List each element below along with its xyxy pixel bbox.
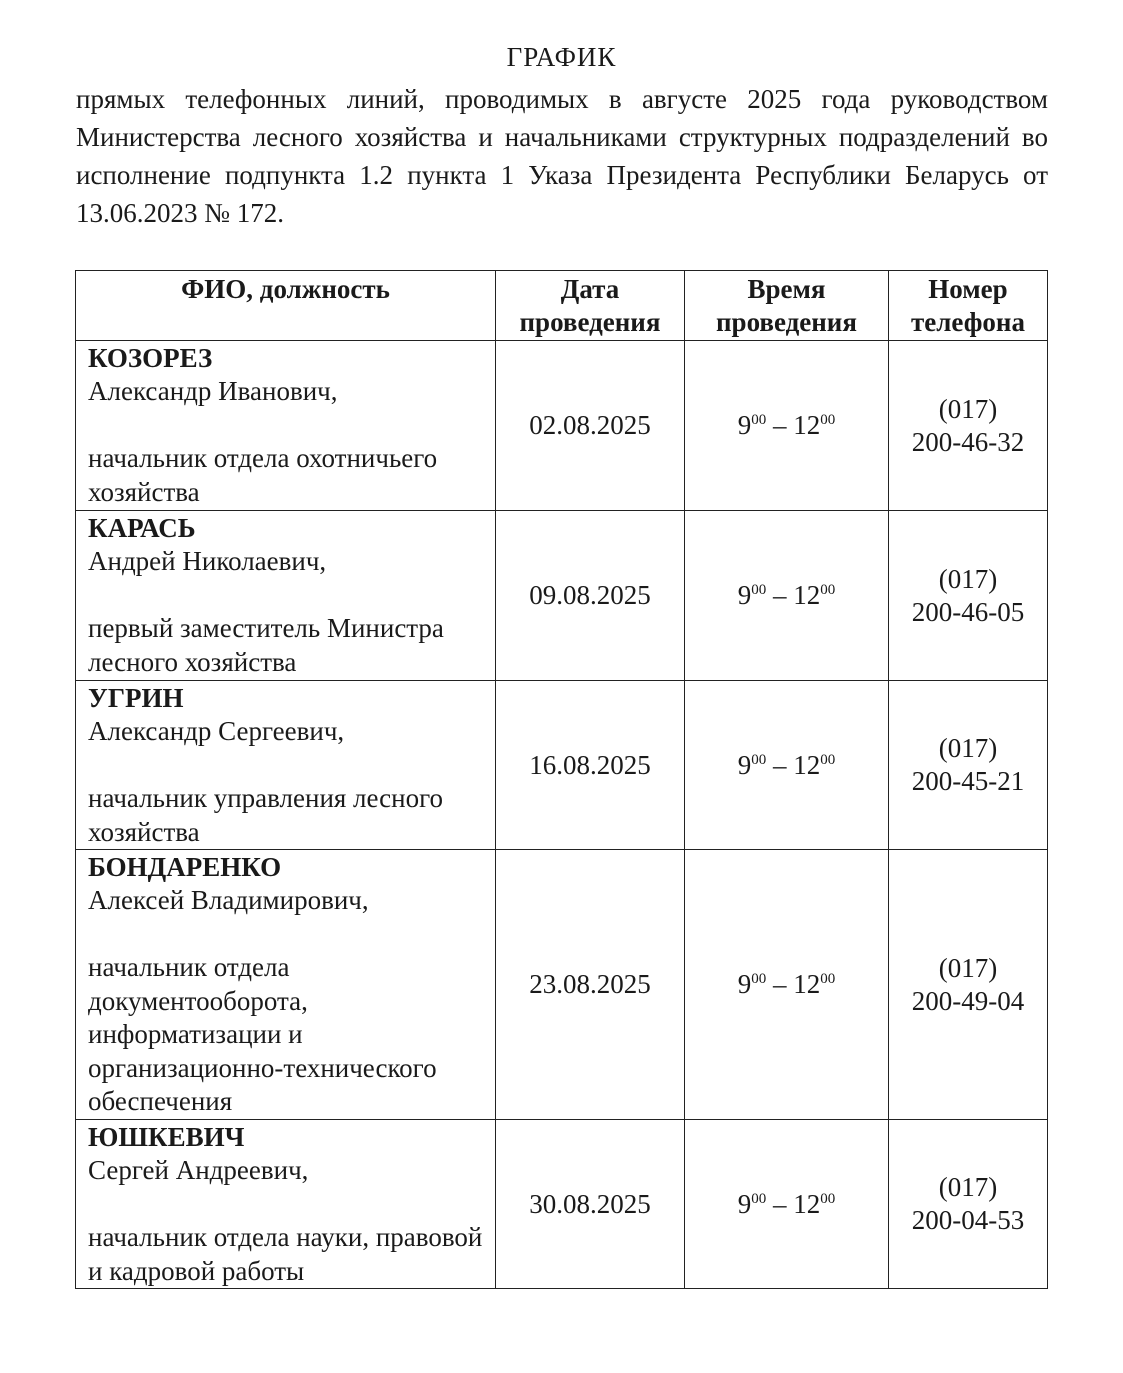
time-start-min: 00 (751, 1190, 767, 1207)
time-cell (685, 681, 889, 850)
person-cell (76, 341, 496, 511)
date-cell: 09.08.2025 (496, 511, 685, 681)
time-separator: – (766, 410, 794, 440)
time-start-hour: 9 (737, 580, 752, 610)
phone-cell (889, 850, 1048, 1120)
person-given-names: Александр Сергеевич, (88, 716, 345, 746)
table-header (76, 271, 1048, 341)
person-position: начальник отдела науки, правовой и кадровой работы (88, 1222, 483, 1286)
table-row (76, 681, 1048, 850)
table-row (76, 511, 1048, 681)
time-separator: – (766, 969, 794, 999)
person-surname: КОЗОРЕЗ (88, 343, 213, 373)
phone-number: 200-46-32 (911, 426, 1025, 457)
time-end-min: 00 (820, 971, 836, 987)
document-intro: прямых телефонных линий, проводимых в августе 2025 года руководством Министерства лесного хозяйства и начальниками структурных подразделений во исполнение подпункта 1.2 пункта 1 Указа Президента Республики Беларусь от 13.06.2023 № 172. (76, 84, 1048, 228)
time-end-hour: 12 (793, 1188, 821, 1219)
person-given-names: Сергей Андреевич, (88, 1155, 309, 1185)
person-surname: КАРАСЬ (88, 513, 196, 543)
person-cell (76, 511, 496, 681)
header-date: Дата проведения (496, 271, 685, 341)
person-given-names: Андрей Николаевич, (88, 546, 327, 576)
time-end-hour: 12 (793, 410, 821, 440)
date-cell: 02.08.2025 (496, 341, 685, 511)
time-cell (685, 341, 889, 511)
person-surname: БОНДАРЕНКО (88, 852, 282, 882)
time-end-hour: 12 (793, 749, 821, 780)
phone-code: (017) (938, 733, 998, 763)
time-end-hour: 12 (793, 580, 821, 610)
person-position: первый заместитель Министра лесного хозяйства (88, 613, 444, 677)
date-cell: 23.08.2025 (496, 850, 685, 1120)
time-end-min: 00 (820, 582, 836, 598)
person-position: начальник отдела охотничьего хозяйства (88, 443, 438, 507)
header-person: ФИО, должность (76, 271, 496, 341)
date-cell: 16.08.2025 (496, 681, 685, 850)
person-given-names: Александр Иванович, (88, 376, 338, 406)
table-body (76, 341, 1048, 1289)
table-row (76, 1120, 1048, 1289)
phone-number: 200-46-05 (911, 596, 1025, 627)
time-start-min: 00 (751, 751, 767, 768)
document-title: ГРАФИК (506, 42, 617, 72)
person-surname: УГРИН (88, 683, 184, 713)
time-end-min: 00 (820, 751, 836, 768)
person-cell (76, 681, 496, 850)
phone-number: 200-04-53 (911, 1205, 1025, 1235)
time-start-hour: 9 (737, 1188, 752, 1219)
person-cell (76, 850, 496, 1120)
person-cell (76, 1120, 496, 1289)
date-cell: 30.08.2025 (496, 1120, 685, 1289)
phone-cell (889, 511, 1048, 681)
person-surname: ЮШКЕВИЧ (88, 1122, 245, 1152)
phone-number: 200-49-04 (911, 985, 1025, 1016)
phone-cell (889, 341, 1048, 511)
phone-cell (889, 1120, 1048, 1289)
person-position: начальник управления лесного хозяйства (88, 783, 444, 847)
time-cell (685, 850, 889, 1120)
table-row (76, 341, 1048, 511)
time-end-hour: 12 (793, 969, 821, 999)
time-start-min: 00 (751, 971, 767, 987)
time-end-min: 00 (820, 412, 836, 428)
time-start-hour: 9 (737, 749, 752, 780)
time-separator: – (766, 580, 794, 610)
person-position: начальник отдела документооборота, информатизации и организационно-технического обеспечения (88, 952, 437, 1116)
header-phone: Номер телефона (889, 271, 1048, 341)
phone-code: (017) (938, 952, 998, 983)
time-start-min: 00 (751, 412, 767, 428)
time-separator: – (766, 1188, 794, 1219)
time-end-min: 00 (820, 1190, 836, 1207)
time-start-hour: 9 (737, 410, 752, 440)
phone-code: (017) (938, 393, 998, 424)
header-time: Время проведения (685, 271, 889, 341)
phone-code: (017) (938, 563, 998, 594)
time-cell (685, 1120, 889, 1289)
table-row (76, 850, 1048, 1120)
header-row (76, 271, 1048, 341)
phone-code: (017) (938, 1172, 998, 1202)
time-start-min: 00 (751, 582, 767, 598)
time-separator: – (766, 749, 794, 780)
phone-number: 200-45-21 (911, 766, 1025, 796)
time-cell (685, 511, 889, 681)
time-start-hour: 9 (737, 969, 752, 999)
person-given-names: Алексей Владимирович, (88, 885, 369, 915)
phone-cell (889, 681, 1048, 850)
schedule-table (75, 270, 1048, 1289)
